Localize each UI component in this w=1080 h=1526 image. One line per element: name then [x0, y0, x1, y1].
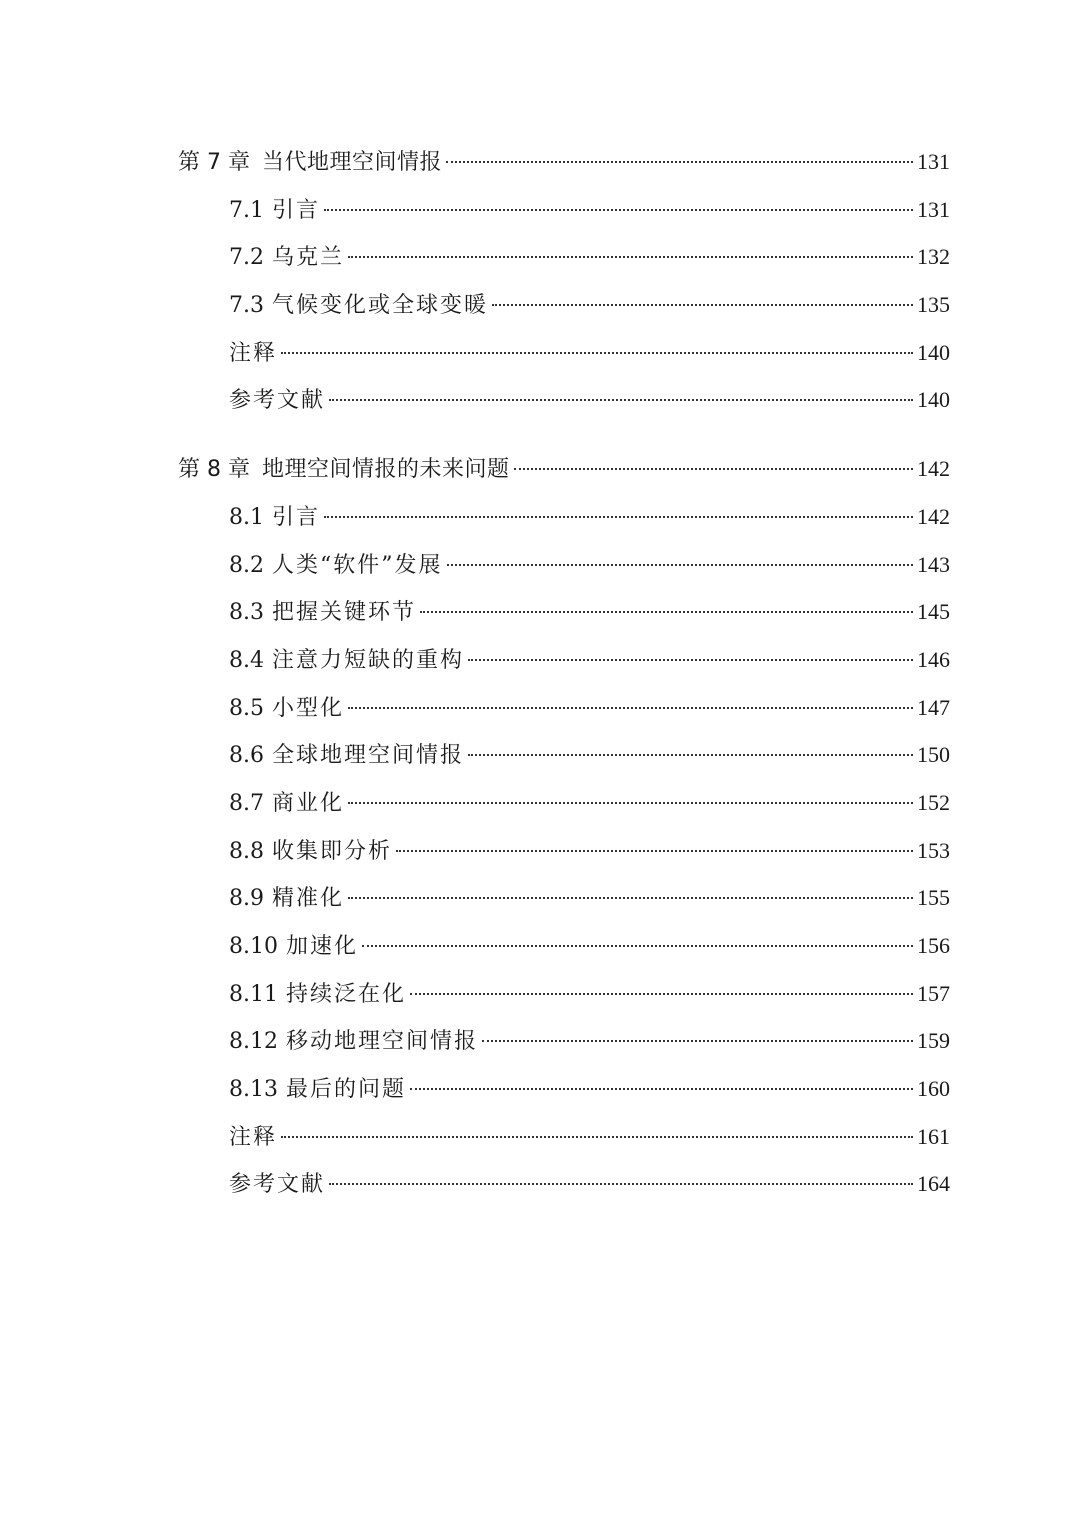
dot-leader: [514, 468, 914, 470]
toc-entry[interactable]: [178, 731, 950, 779]
section-number: 8.7: [229, 790, 264, 816]
section-number: 8.8: [229, 838, 264, 864]
page-number: 142: [917, 456, 950, 482]
toc-entry[interactable]: [178, 684, 950, 732]
dot-leader: [420, 611, 913, 613]
page-number: 147: [917, 694, 950, 720]
section-title: 小型化: [272, 695, 345, 721]
toc-entry[interactable]: [178, 1065, 950, 1113]
section-title: 注释: [229, 340, 278, 366]
section-title: 乌克兰: [272, 245, 345, 271]
page-number: 150: [917, 742, 950, 768]
section-title: 引言: [272, 504, 321, 530]
page-number: 157: [917, 980, 950, 1006]
page-number: 161: [917, 1123, 950, 1149]
page-number: 146: [917, 646, 950, 672]
dot-leader: [324, 209, 913, 211]
table-of-contents: [178, 138, 950, 1208]
chapter-7: [178, 138, 950, 424]
section-number: 8.2: [229, 552, 264, 578]
section-title: 移动地理空间情报: [285, 1029, 478, 1055]
toc-entry[interactable]: [178, 541, 950, 589]
dot-leader: [362, 945, 913, 947]
page-number: 159: [917, 1028, 950, 1054]
page-number: 140: [917, 339, 950, 365]
chapter-title: 地理空间情报的未来问题: [261, 457, 510, 483]
section-title: 参考文献: [229, 388, 326, 414]
section-title: 加速化: [285, 934, 358, 959]
dot-leader: [447, 564, 914, 566]
section-title: 持续泛在化: [285, 981, 406, 1007]
toc-entry[interactable]: [178, 588, 950, 636]
dot-leader: [492, 304, 913, 306]
page-number: 160: [917, 1076, 950, 1102]
dot-leader: [468, 659, 913, 661]
toc-entry[interactable]: [178, 779, 950, 827]
page-number: 145: [917, 599, 950, 625]
section-number: 8.6: [229, 743, 264, 769]
section-number: 8.10: [229, 934, 278, 959]
page-number: 156: [917, 933, 950, 958]
chapter-heading[interactable]: [178, 138, 950, 186]
page-number: 142: [917, 503, 950, 529]
section-number: 8.3: [229, 600, 264, 626]
section-title: 气候变化或全球变暖: [272, 293, 489, 319]
toc-entry[interactable]: [178, 922, 950, 970]
page-number: 153: [917, 837, 950, 863]
section-title: 最后的问题: [285, 1077, 406, 1103]
dot-leader: [410, 1088, 913, 1090]
page-number: 164: [917, 1171, 950, 1197]
toc-entry[interactable]: [178, 827, 950, 875]
toc-entry[interactable]: [178, 874, 950, 922]
page-number: 155: [917, 885, 950, 911]
chapter-label: 第 7 章: [178, 150, 250, 175]
toc-entry[interactable]: [178, 636, 950, 684]
section-title: 注释: [229, 1124, 278, 1150]
section-title: 注意力短缺的重构: [272, 647, 465, 673]
dot-leader: [324, 516, 913, 518]
section-number: 8.5: [229, 695, 264, 721]
section-number: 8.11: [229, 981, 278, 1007]
toc-entry[interactable]: [178, 1113, 950, 1161]
page-number: 143: [917, 551, 950, 577]
toc-entry[interactable]: [178, 1017, 950, 1065]
dot-leader: [281, 1136, 913, 1138]
page-number: 135: [917, 292, 950, 318]
chapter-label: 第 8 章: [178, 457, 250, 483]
chapter-title: 当代地理空间情报: [261, 150, 442, 175]
dot-leader: [446, 161, 913, 163]
section-number: 7.3: [229, 293, 264, 319]
dot-leader: [281, 352, 913, 354]
dot-leader: [410, 993, 913, 995]
dot-leader: [348, 256, 913, 258]
dot-leader: [348, 897, 913, 899]
toc-entry[interactable]: [178, 186, 950, 234]
section-number: 7.2: [229, 245, 264, 271]
dot-leader: [329, 1183, 913, 1185]
section-title: 人类“软件”发展: [272, 552, 443, 578]
section-title: 商业化: [272, 790, 345, 816]
page-number: 132: [917, 244, 950, 270]
section-title: 把握关键环节: [272, 600, 417, 626]
section-number: 8.9: [229, 886, 264, 912]
dot-leader: [348, 707, 913, 709]
page-number: 152: [917, 789, 950, 815]
toc-entry[interactable]: [178, 970, 950, 1018]
dot-leader: [468, 754, 913, 756]
chapter-8: [178, 445, 950, 1208]
dot-leader: [329, 399, 913, 401]
section-title: 全球地理空间情报: [272, 743, 465, 769]
page-number: 140: [917, 387, 950, 413]
toc-entry[interactable]: [178, 493, 950, 541]
toc-entry[interactable]: [178, 281, 950, 329]
toc-entry[interactable]: [178, 376, 950, 424]
page-number: 131: [917, 196, 950, 222]
toc-entry[interactable]: [178, 329, 950, 377]
toc-entry[interactable]: [178, 1160, 950, 1208]
section-number: 7.1: [229, 197, 264, 223]
section-number: 8.4: [229, 647, 264, 673]
page-number: 131: [917, 149, 950, 174]
toc-entry[interactable]: [178, 233, 950, 281]
dot-leader: [396, 850, 913, 852]
dot-leader: [482, 1040, 913, 1042]
chapter-heading[interactable]: [178, 445, 950, 493]
section-title: 引言: [272, 197, 321, 223]
section-title: 精准化: [272, 886, 345, 912]
section-number: 8.1: [229, 504, 264, 530]
dot-leader: [348, 802, 913, 804]
section-number: 8.13: [229, 1077, 278, 1103]
section-title: 参考文献: [229, 1172, 326, 1198]
section-number: 8.12: [229, 1029, 278, 1055]
section-title: 收集即分析: [272, 838, 393, 864]
